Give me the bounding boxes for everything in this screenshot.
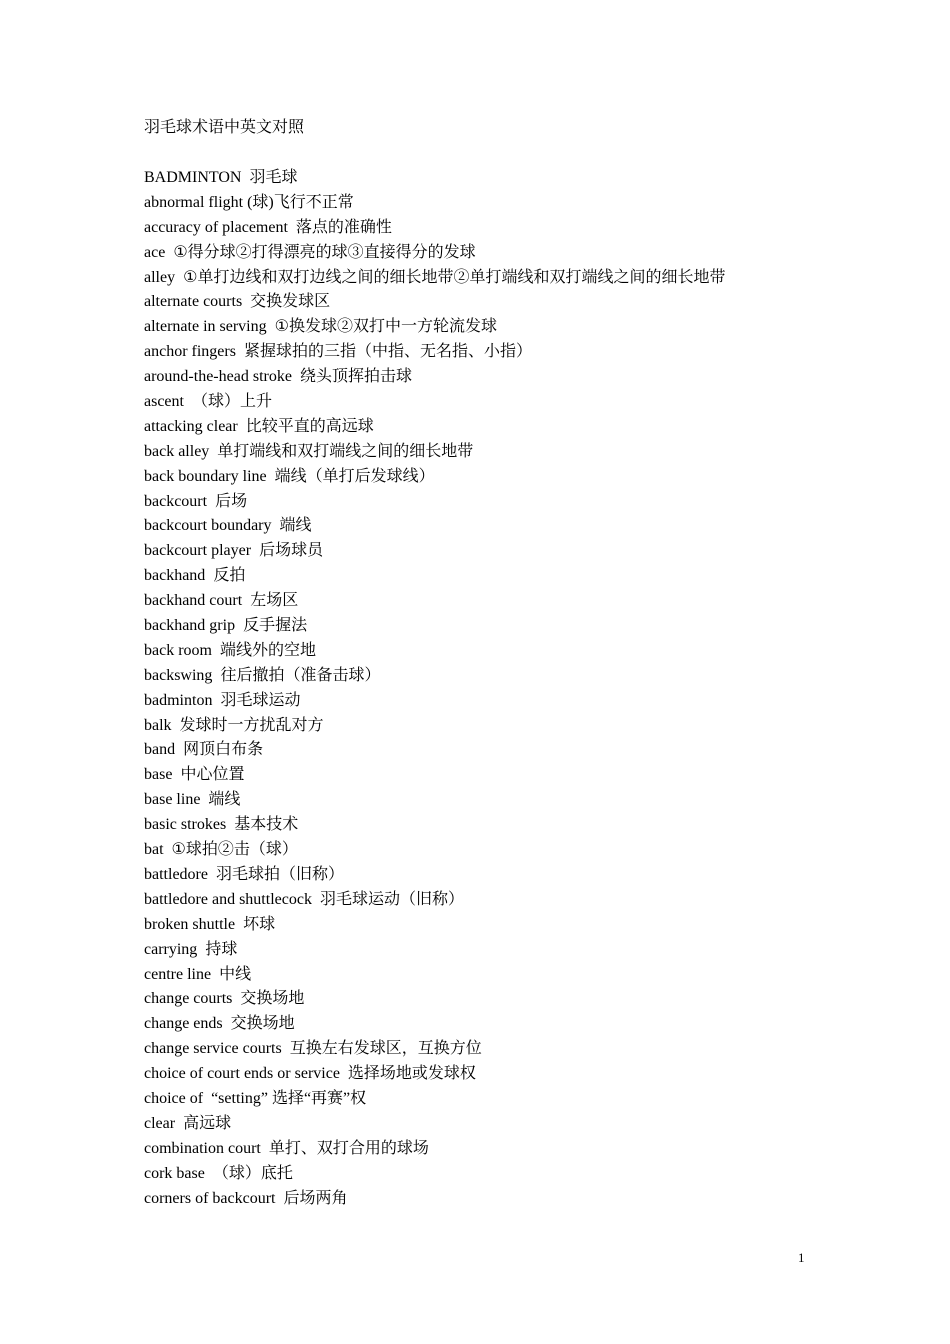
term-chinese: 中心位置 [180,766,245,784]
term-item [144,1012,725,1037]
term-chinese: 网顶白布条 [183,741,264,759]
term-item [144,340,725,365]
term-english: balk [144,716,172,734]
term-english: base line [144,791,201,809]
term-english: attacking clear [144,417,238,435]
term-chinese: 后场两角 [283,1189,348,1207]
term-chinese: 互换左右发球区，互换方位 [289,1040,482,1058]
term-chinese: 发球时一方扰乱对方 [179,716,324,734]
term-item [144,1112,725,1137]
term-english: backhand [144,567,206,585]
term-item [144,290,725,315]
term-item [144,1162,725,1187]
term-chinese: 左场区 [250,592,299,610]
term-english: bat [144,841,164,859]
term-english: backhand court [144,592,243,610]
term-english: BADMINTON [144,169,242,186]
term-item [144,987,725,1012]
term-chinese: 绕头顶挥拍击球 [299,368,412,386]
term-english: combination court [144,1139,261,1157]
term-chinese: 紧握球拍的三指（中指、无名指、小指） [243,343,532,361]
term-item [144,539,725,564]
term-list [144,166,725,1211]
term-item [144,1062,725,1087]
term-english: carrying [144,940,198,958]
term-english: band [144,741,176,759]
term-item [144,440,725,465]
term-item [144,589,725,614]
term-english: around-the-head stroke [144,368,292,386]
term-item [144,838,725,863]
term-item [144,664,725,689]
term-english: battledore and shuttlecock [144,890,312,908]
term-item [144,1187,725,1212]
term-english: basic strokes [144,816,227,834]
term-item [144,415,725,440]
term-item [144,614,725,639]
term-english: back room [144,641,212,659]
page-number: 1 [798,1250,805,1265]
term-item [144,514,725,539]
term-chinese: 后场 [215,492,248,510]
term-chinese: 高远球 [183,1114,232,1132]
term-chinese: 比较平直的高远球 [245,417,374,435]
term-chinese: （球）上升 [191,393,272,411]
term-chinese: 羽毛球运动（旧称） [319,890,464,908]
term-chinese: 羽毛球拍（旧称） [215,865,344,883]
term-item [144,564,725,589]
term-item [144,863,725,888]
term-chinese: ①球拍②击（球） [171,841,298,859]
term-chinese: 反拍 [213,567,246,585]
term-chinese: 单打、双打合用的球场 [268,1139,429,1157]
term-english: alternate courts [144,293,243,311]
term-item [144,689,725,714]
term-item [144,963,725,988]
term-english: anchor fingers [144,343,236,361]
term-english: alley [144,268,176,286]
term-item [144,788,725,813]
term-item [144,1037,725,1062]
term-chinese: 端线外的空地 [219,641,316,659]
term-english: ascent [144,393,184,411]
term-item [144,490,725,515]
term-english: change courts [144,990,233,1008]
term-chinese: 端线（单打后发球线） [274,467,435,485]
term-chinese: 交换场地 [240,990,305,1008]
term-chinese: 交换发球区 [250,293,331,311]
term-chinese: 基本技术 [234,816,299,834]
term-english: alternate in serving [144,318,267,336]
term-chinese: 端线 [279,517,312,535]
term-chinese: 交换场地 [230,1015,295,1033]
term-item [144,241,725,266]
term-item [144,1087,725,1112]
term-item [144,1137,725,1162]
term-english: cork base [144,1164,205,1182]
term-item [144,266,725,291]
term-chinese: 选择场地或发球权 [347,1065,476,1083]
term-chinese: “setting” 选择“再赛”权 [211,1089,367,1107]
term-chinese: 持球 [205,940,238,958]
term-chinese: 落点的准确性 [295,218,392,236]
term-item [144,813,725,838]
term-english: choice of [144,1089,204,1107]
term-chinese: 坏球 [243,915,276,933]
term-item [144,465,725,490]
term-english: choice of court ends or service [144,1065,340,1083]
term-item [144,763,725,788]
term-item [144,888,725,913]
term-chinese: 羽毛球运动 [220,691,301,709]
term-english: centre line [144,965,212,983]
term-english: battledore [144,865,208,883]
term-chinese: 端线 [208,791,241,809]
term-chinese: 单打端线和双打端线之间的细长地带 [217,442,474,460]
term-english: change ends [144,1015,223,1033]
term-english: badminton [144,691,213,709]
term-chinese: 中线 [219,965,252,983]
term-item [144,365,725,390]
term-english: back alley [144,442,210,460]
term-chinese: ①单打边线和双打边线之间的细长地带②单打端线和双打端线之间的细长地带 [183,268,726,286]
term-english: ace [144,243,166,261]
term-english: backcourt [144,492,208,510]
term-english: abnormal flight (球)飞行不正常 [144,193,354,211]
term-english: back boundary line [144,467,267,485]
term-english: broken shuttle [144,915,236,933]
term-chinese: 往后撤拍（准备击球） [220,666,381,684]
term-item [144,714,725,739]
term-chinese: ①换发球②双打中一方轮流发球 [274,318,497,336]
term-chinese: ①得分球②打得漂亮的球③直接得分的发球 [173,243,476,261]
term-item [144,639,725,664]
term-chinese: 羽毛球 [249,169,298,186]
term-item [144,191,725,216]
term-english: backhand grip [144,617,236,635]
term-chinese: （球）底托 [212,1164,293,1182]
term-english: backcourt player [144,542,252,560]
term-item [144,938,725,963]
term-english: backcourt boundary [144,517,272,535]
term-english: accuracy of placement [144,218,288,236]
term-item [144,216,725,241]
term-item [144,913,725,938]
term-english: base [144,766,173,784]
term-item [144,738,725,763]
term-chinese: 反手握法 [243,617,308,635]
term-english: clear [144,1114,176,1132]
term-english: change service courts [144,1040,282,1058]
term-item [144,166,725,191]
document-title: 羽毛球术语中英文对照 [144,119,305,136]
term-item [144,315,725,340]
term-chinese: 后场球员 [259,542,324,560]
term-english: backswing [144,666,213,684]
term-english: corners of backcourt [144,1189,276,1207]
term-item [144,390,725,415]
